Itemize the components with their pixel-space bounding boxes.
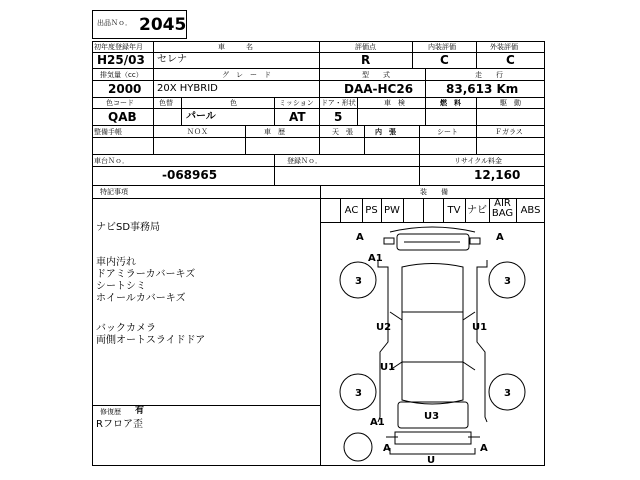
recycle-header: リサイクル料金	[454, 157, 503, 165]
color-header: 色	[230, 99, 237, 107]
interior-header: 内装評価	[428, 43, 456, 51]
mark-door-right: U1	[472, 322, 488, 333]
fuel-header: 燃 料	[440, 99, 461, 107]
model-value: DAA-HC26	[344, 82, 414, 96]
chassis-value: -068965	[162, 168, 218, 182]
notes-item: 車内汚れ	[96, 257, 136, 268]
color-code-value: QAB	[108, 110, 137, 124]
cc-header: 排気量（cc）	[100, 71, 143, 79]
notes-block-3	[96, 323, 205, 347]
score-value: R	[361, 53, 371, 67]
equip-navi: ナビ	[467, 205, 487, 216]
color-value: パール	[186, 111, 216, 122]
drive-header: 駆 動	[500, 99, 521, 107]
inspection-header: 車 検	[384, 99, 405, 107]
reg-date-header: 初年度登録年月	[94, 43, 143, 51]
equip-pw: PW	[384, 205, 400, 216]
equip-abs: ABS	[520, 205, 541, 216]
recycle-value: 12,160	[474, 168, 521, 182]
notes-item: バックカメラ	[96, 323, 156, 334]
equipment-header: 装 備	[420, 188, 448, 196]
reg-date-value: H25/03	[97, 53, 145, 67]
manual-header: 整備手帳	[94, 128, 122, 136]
score-header: 評価点	[355, 43, 376, 51]
roof-header: 天 張	[332, 128, 353, 136]
notes-item: ドアミラーカバーキズ	[96, 269, 196, 280]
mark-front-left: A	[356, 232, 364, 243]
lot-number-box	[92, 10, 187, 39]
inner-header: 内 張	[375, 128, 396, 136]
grade-value: 20X HYBRID	[157, 83, 218, 94]
grade-header: グ レ ー ド	[222, 71, 271, 79]
exterior-header: 外装評価	[490, 43, 518, 51]
notes-block-2	[96, 257, 195, 305]
mark-rear-bumper: A1	[370, 417, 385, 428]
cc-value: 2000	[108, 82, 142, 96]
history-header: 車 歴	[264, 128, 285, 136]
notes-item: 両側オートスライドドア	[96, 335, 206, 346]
doors-header: ドア・形状	[321, 99, 356, 107]
repair-value: 有	[135, 406, 145, 416]
mark-rear-center: U3	[424, 411, 440, 422]
mark-wheel-rr: 3	[504, 388, 511, 399]
equip-airbag: AIR BAG	[491, 198, 514, 219]
lot-number-label: 出品Ｎｏ．	[97, 19, 132, 27]
mark-wheel-fr: 3	[504, 276, 511, 287]
model-header: 型 式	[362, 71, 390, 79]
mark-front-bumper: A1	[368, 253, 383, 264]
repair-detail: Rフロア歪	[96, 419, 143, 430]
mark-door-left: U2	[376, 322, 392, 333]
mission-header: ミッション	[279, 99, 314, 107]
mark-rear-bottom: U	[427, 455, 436, 466]
mileage-header: 走 行	[475, 71, 503, 79]
doors-value: 5	[334, 110, 343, 124]
mission-value: AT	[289, 110, 306, 124]
seat-header: シート	[437, 128, 458, 136]
repair-label: 修復歴	[100, 408, 121, 416]
mark-rear-right: A	[480, 443, 488, 454]
color-change-header: 色替	[159, 99, 173, 107]
mark-wheel-fl: 3	[355, 276, 362, 287]
car-name-header: 車 名	[218, 43, 253, 51]
equip-tv: TV	[447, 205, 461, 216]
notes-header: 特記事項	[100, 188, 128, 196]
glass-header: Ｆガラス	[495, 128, 523, 136]
mark-front-right: A	[496, 232, 504, 243]
notes-item: シートシミ	[96, 281, 146, 292]
car-name-value: セレナ	[157, 54, 187, 65]
equip-ac: AC	[344, 205, 359, 216]
notes-line-1: ナビSD事務局	[96, 222, 161, 233]
notes-item: ホイールカバーキズ	[96, 293, 186, 304]
mileage-value: 83,613 Km	[446, 82, 519, 96]
mark-wheel-rl: 3	[355, 388, 362, 399]
chassis-header: 車台Ｎｏ．	[94, 157, 129, 165]
mark-floor: U1	[380, 362, 396, 373]
color-code-header: 色コード	[106, 99, 134, 107]
mark-rear-left: A	[383, 443, 391, 454]
lot-number-value: 2045	[139, 15, 187, 35]
interior-value: C	[440, 53, 449, 67]
regno-header: 登録Ｎｏ．	[287, 157, 322, 165]
exterior-value: C	[506, 53, 515, 67]
car-damage-diagram	[320, 222, 545, 466]
nox-header: ＮＯＸ	[187, 128, 208, 136]
equip-ps: PS	[365, 205, 378, 216]
